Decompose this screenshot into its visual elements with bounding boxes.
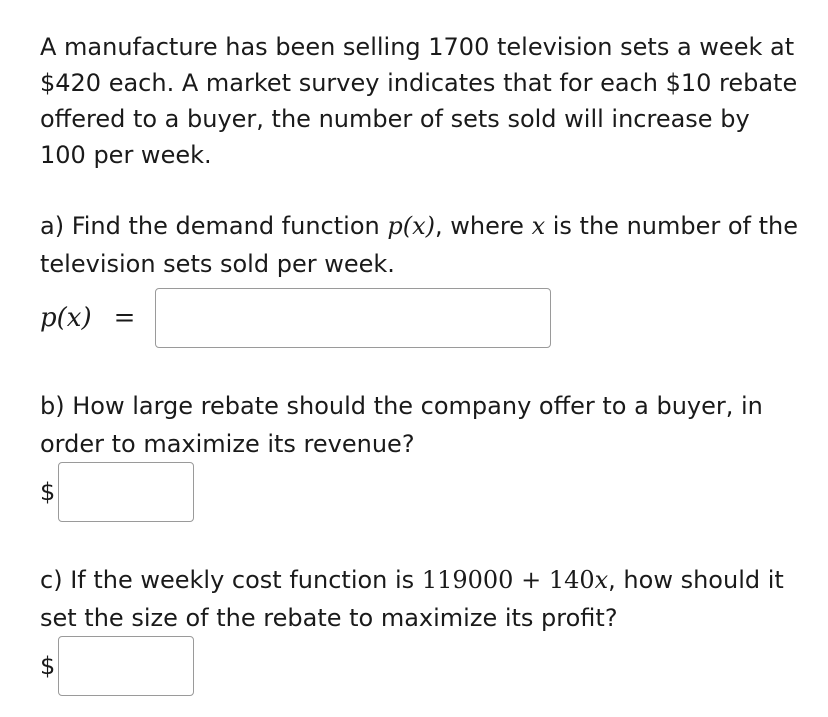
- dollar-prefix: $: [40, 652, 56, 680]
- demand-function-symbol: p(x): [387, 212, 435, 240]
- cost-coefficient: 140: [548, 566, 595, 594]
- part-c-text-1: c) If the weekly cost function is: [40, 566, 422, 594]
- part-a-question: [40, 207, 800, 283]
- problem-intro: A manufacture has been selling 1700 television sets a week at $420 each. A market survey indicates that for each $10 rebate offered to a buyer, the number of sets sold will increase by 100 per week.: [40, 33, 798, 169]
- part-a-text-1: a) Find the demand function: [40, 212, 388, 240]
- part-b-answer-row: [40, 462, 194, 522]
- plus-sign: +: [513, 566, 549, 594]
- part-a-answer-row: [40, 288, 551, 348]
- dollar-prefix: $: [40, 478, 56, 506]
- part-c-answer-row: [40, 636, 194, 696]
- part-a-text-2: , where: [434, 212, 532, 240]
- part-c-question: [40, 561, 800, 637]
- cost-constant: 119000: [421, 566, 514, 594]
- cost-variable: x: [594, 566, 609, 594]
- profit-rebate-input[interactable]: [58, 636, 194, 696]
- part-a-text-3: is the number of the television sets sold per week.: [40, 212, 799, 278]
- demand-function-input[interactable]: [155, 288, 551, 348]
- variable-x: x: [531, 212, 546, 240]
- equals-sign: =: [113, 303, 136, 333]
- part-b-question: b) How large rebate should the company offer to a buyer, in order to maximize its revenue?: [40, 392, 763, 458]
- revenue-rebate-input[interactable]: [58, 462, 194, 522]
- answer-lhs-function: p(x): [40, 303, 92, 333]
- part-a-lhs: [40, 303, 155, 333]
- part-c-text-2: , how should it set the size of the rebate to maximize its profit?: [40, 566, 784, 632]
